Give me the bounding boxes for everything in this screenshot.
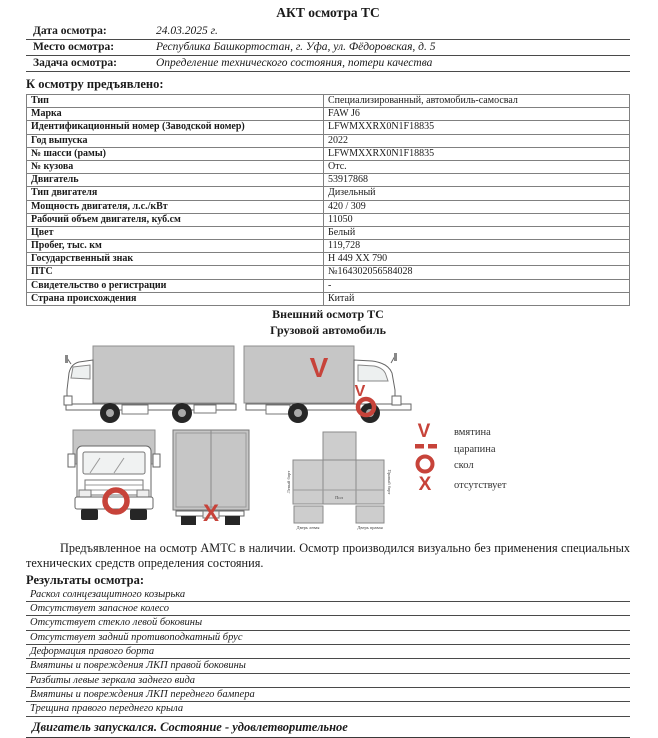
label-door-left: Дверь левая (296, 524, 320, 530)
damage-legend (415, 421, 507, 495)
truck-diagram-svg (26, 340, 630, 538)
vehicle-damage-diagram (26, 340, 630, 538)
spec-row (27, 134, 630, 147)
results-list (26, 589, 630, 717)
spec-row (27, 121, 630, 134)
result-item: Трещина правого переднего крыла (26, 703, 630, 716)
spec-label: Мощность двигателя, л.с./кВт (27, 200, 324, 213)
label-right-side: Правый борт (387, 469, 392, 495)
result-item: Разбиты левые зеркала заднего вида (26, 675, 630, 688)
document-title: АКТ осмотра ТС (276, 5, 380, 20)
result-item: Отсутствует запасное колесо (26, 603, 630, 616)
spec-label: Цвет (27, 226, 324, 239)
truck-front-view (68, 430, 160, 520)
spec-label: Государственный знак (27, 253, 324, 266)
spec-label: Двигатель (27, 174, 324, 187)
external-inspection-heading: Внешний осмотр ТС (272, 307, 384, 321)
wheel (181, 516, 196, 525)
spec-row (27, 240, 630, 253)
header-value: Республика Башкортостан, г. Уфа, ул. Фёдоровская, д. 5 (156, 41, 436, 53)
spec-value: Дизельный (324, 187, 630, 200)
spec-row (27, 160, 630, 173)
spec-value: 420 / 309 (324, 200, 630, 213)
spec-label: ПТС (27, 266, 324, 279)
spec-value: Китай (324, 292, 630, 305)
spec-row (27, 266, 630, 279)
legend-missing-icon: X (418, 473, 432, 495)
spec-row (27, 147, 630, 160)
legend-scratch-icon (415, 444, 437, 449)
inspection-statement-paragraph: Предъявленное на осмотр АМТС в наличии. Осмотр производился визуально без применения специальных технических средств определения состояния. (26, 540, 630, 570)
header-value: Определение технического состояния, потери качества (156, 57, 433, 69)
result-item: Раскол солнцезащитного козырька (26, 589, 630, 602)
spec-value: 11050 (324, 213, 630, 226)
spec-label: № шасси (рамы) (27, 147, 324, 160)
header-value: 24.03.2025 г. (156, 25, 218, 37)
result-item: Деформация правого борта (26, 646, 630, 659)
legend-dent-icon: V (417, 420, 431, 442)
spec-row (27, 200, 630, 213)
spec-value: Н 449 ХХ 790 (324, 253, 630, 266)
vehicle-spec-table (26, 94, 630, 306)
spec-value: №164302056584028 (324, 266, 630, 279)
header-row (26, 57, 630, 72)
result-item: Вмятины и повреждения ЛКП переднего бампера (26, 689, 630, 702)
spec-value: LFWMXXRX0N1F18835 (324, 121, 630, 134)
legend-chip-icon (418, 456, 433, 471)
spec-row (27, 213, 630, 226)
label-left-side: Левый борт (286, 470, 291, 493)
legend-dent-label: вмятина (454, 426, 491, 438)
spec-label: Тип (27, 95, 324, 108)
spec-label: Рабочий объем двигателя, куб.см (27, 213, 324, 226)
spec-label: Свидетельство о регистрации (27, 279, 324, 292)
spec-label: Марка (27, 108, 324, 121)
spec-value: Отс. (324, 160, 630, 173)
wheel (130, 509, 147, 520)
header-row (26, 41, 630, 56)
spec-row (27, 226, 630, 239)
truck-side-left-view (64, 346, 236, 423)
legend-missing-label: отсутствует (454, 479, 507, 491)
spec-value: - (324, 279, 630, 292)
spec-value: FAW J6 (324, 108, 630, 121)
vehicle-type-heading: Грузовой автомобиль (270, 322, 386, 337)
result-item: Вмятины и повреждения ЛКП правой боковины (26, 660, 630, 673)
spec-label: Год выпуска (27, 134, 324, 147)
unfolded-box-diagram (286, 432, 392, 530)
spec-row (27, 253, 630, 266)
spec-row (27, 108, 630, 121)
label-door-right: Дверь правая (357, 524, 383, 530)
label-floor: Пол (335, 494, 343, 500)
header-label: Дата осмотра: (33, 25, 107, 37)
spec-label: № кузова (27, 160, 324, 173)
results-heading: Результаты осмотра: (26, 572, 144, 587)
wheel (81, 509, 98, 520)
inspection-header-table (26, 25, 630, 72)
section-heading-presented: К осмотру предъявлено: (26, 77, 164, 91)
spec-value: 53917868 (324, 174, 630, 187)
legend-chip-label: скол (454, 459, 474, 471)
spec-row (27, 187, 630, 200)
spec-row (27, 174, 630, 187)
spec-value: 2022 (324, 134, 630, 147)
spec-label: Идентификационный номер (Заводской номер) (27, 121, 324, 134)
wheel (225, 516, 240, 525)
spec-label: Страна происхождения (27, 292, 324, 305)
spec-label: Тип двигателя (27, 187, 324, 200)
spec-value: Белый (324, 226, 630, 239)
header-label: Место осмотра: (33, 41, 115, 53)
legend-scratch-label: царапина (454, 443, 496, 455)
dent-mark-small-icon: V (354, 382, 366, 400)
result-item: Отсутствует задний противоподкатный брус (26, 632, 630, 645)
dent-mark-large-icon: V (309, 351, 329, 383)
result-item: Отсутствует стекло левой боковины (26, 617, 630, 630)
spec-row (27, 292, 630, 305)
header-row (26, 25, 630, 40)
spec-label: Пробег, тыс. км (27, 240, 324, 253)
spec-value: Специализированный, автомобиль-самосвал (324, 95, 630, 108)
spec-row (27, 95, 630, 108)
header-label: Задача осмотра: (33, 57, 117, 69)
missing-mark-rear-icon: X (202, 499, 220, 527)
conclusion-line: Двигатель запускался. Состояние - удовлетворительное (26, 718, 630, 738)
spec-row (27, 279, 630, 292)
spec-value: 119,728 (324, 240, 630, 253)
spec-value: LFWMXXRX0N1F18835 (324, 147, 630, 160)
